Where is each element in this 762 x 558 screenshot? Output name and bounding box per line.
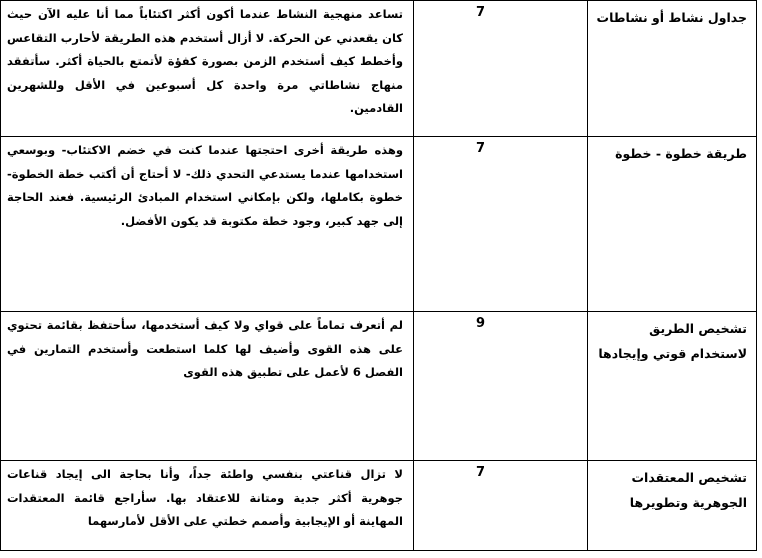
topic-cell <box>588 312 757 461</box>
table-row <box>1 137 757 312</box>
notes-cell <box>1 1 414 137</box>
notes-text: تساعد منهجية النشاط عندما أكون أكثر اكتئاباً مما أنا عليه الآن حيث كان يقعدني عن الحركة. لا أزال أستخدم هذه الطريقة لأحارب التقاعس وأخطط كيف أستخدم الزمن بصورة كفؤة لأتمتع بالحياة أكثر. سأتفقد منهاج نشاطاتي مرة واحدة كل أسبوعين في الأقل وللشهرين القادمين. <box>7 7 403 115</box>
score-cell <box>414 137 588 312</box>
score-value: 9 <box>475 316 486 331</box>
score-value: 7 <box>475 141 486 156</box>
table-row <box>1 1 757 137</box>
score-value: 7 <box>475 5 486 20</box>
score-cell <box>414 461 588 551</box>
topic-cell <box>588 1 757 137</box>
notes-text: لم أتعرف تماماً على قواي ولا كيف أستخدمها، سأحتفظ بقائمة تحتوي على هذه القوى وأضيف لها كلما استطعت وأستخدم التمارين في الفصل 6 لأعمل على تطبيق هذه القوى <box>7 318 403 379</box>
topic-cell <box>588 461 757 551</box>
topic-text: تشخيص المعتقدات الجوهرية وتطويرها <box>629 470 747 510</box>
table-row <box>1 461 757 551</box>
topic-text: تشخيص الطريق لاستخدام قوتي وإيجادها <box>598 321 747 361</box>
table-row <box>1 312 757 461</box>
score-cell <box>414 1 588 137</box>
topic-text: جداول نشاط أو نشاطات <box>596 10 747 25</box>
notes-cell <box>1 137 414 312</box>
notes-cell <box>1 312 414 461</box>
score-value: 7 <box>475 465 486 480</box>
score-cell <box>414 312 588 461</box>
notes-text: وهذه طريقة أخرى احتجتها عندما كنت في خضم الاكتئاب- وبوسعي استخدامها عندما يستدعي التحدي ذلك- لا أحتاج أن أكتب خطة الخطوة- خطوة بكاملها، ولكن بإمكاني استخدام المبادئ الرئيسية. فعند الحاجة إلى جهد كبير، وجود خطة مكتوبة قد يكون الأفضل. <box>7 143 403 228</box>
topic-cell <box>588 137 757 312</box>
topic-text: طريقة خطوة - خطوة <box>615 146 747 161</box>
notes-cell <box>1 461 414 551</box>
notes-text: لا تزال قناعتي بنفسي واطئة جداً، وأنا بحاجة الى إيجاد قناعات جوهرية أكثر جدية ومتانة للاعتقاد بها. سأراجع قائمة المعتقدات المهاينة أو الإيجابية وأصمم خطتي على الأقل لأمارسهما <box>7 467 403 528</box>
